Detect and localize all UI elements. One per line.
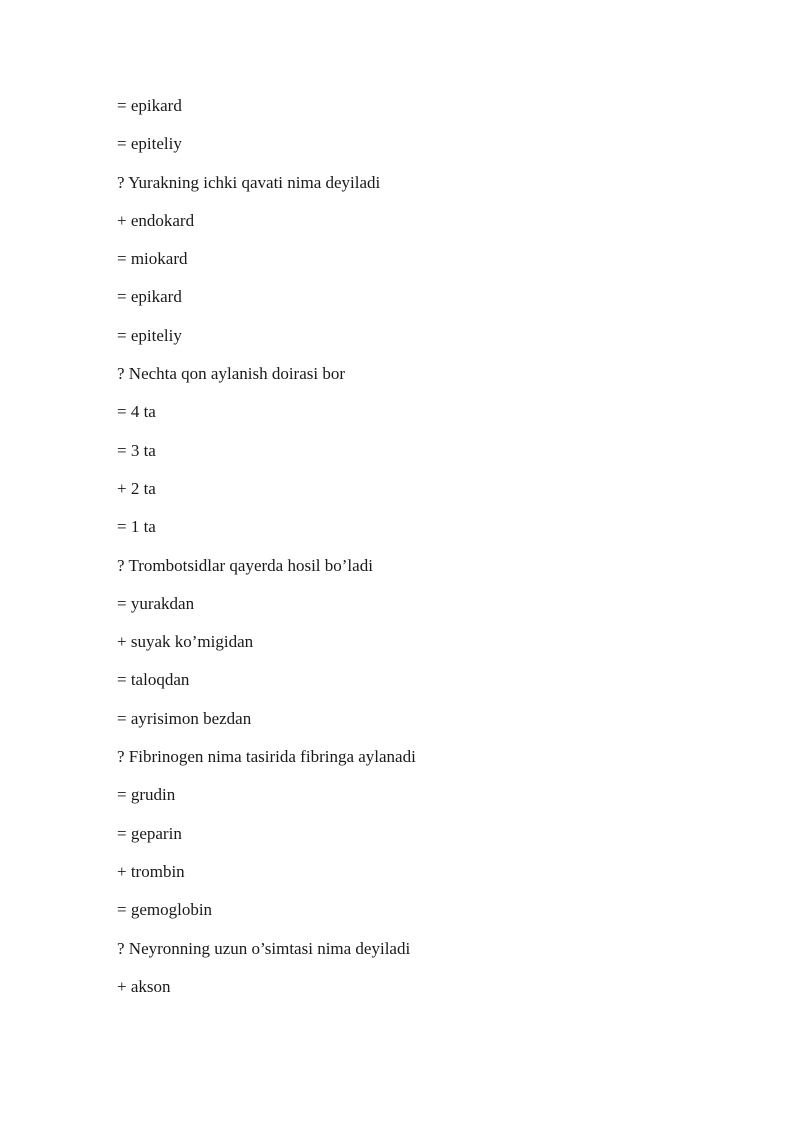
answer-option: = yurakdan <box>117 593 195 613</box>
answer-option: = gemoglobin <box>117 900 213 920</box>
question-line: ? Neyronning uzun o’simtasi nima deyiladi <box>117 938 411 958</box>
answer-option: = epikard <box>117 96 182 115</box>
question-line: ? Nechta qon aylanish doirasi bor <box>117 364 346 384</box>
answer-option: = grudin <box>117 785 176 805</box>
correct-answer-option: + suyak ko’migidan <box>117 632 254 652</box>
answer-option: = 4 ta <box>117 402 156 422</box>
answer-option: = taloqdan <box>117 670 190 690</box>
answer-option: = epikard <box>117 287 182 307</box>
question-line: ? Yurakning ichki qavati nima deyiladi <box>117 172 381 192</box>
answer-option: = epiteliy <box>117 134 182 154</box>
quiz-text-block <box>117 94 416 1013</box>
answer-option: = ayrisimon bezdan <box>117 708 252 728</box>
question-line: ? Trombotsidlar qayerda hosil bo’ladi <box>117 555 373 575</box>
question-line: ? Fibrinogen nima tasirida fibringa aylanadi <box>117 747 416 767</box>
correct-answer-option: + 2 ta <box>117 478 156 498</box>
answer-option: = 3 ta <box>117 440 156 460</box>
correct-answer-option: + endokard <box>117 210 195 230</box>
correct-answer-option: + trombin <box>117 861 185 881</box>
answer-option: = 1 ta <box>117 517 156 537</box>
correct-answer-option: + akson <box>117 976 171 996</box>
answer-option: = geparin <box>117 823 182 843</box>
answer-option: = epiteliy <box>117 325 182 345</box>
answer-option: = miokard <box>117 249 188 269</box>
